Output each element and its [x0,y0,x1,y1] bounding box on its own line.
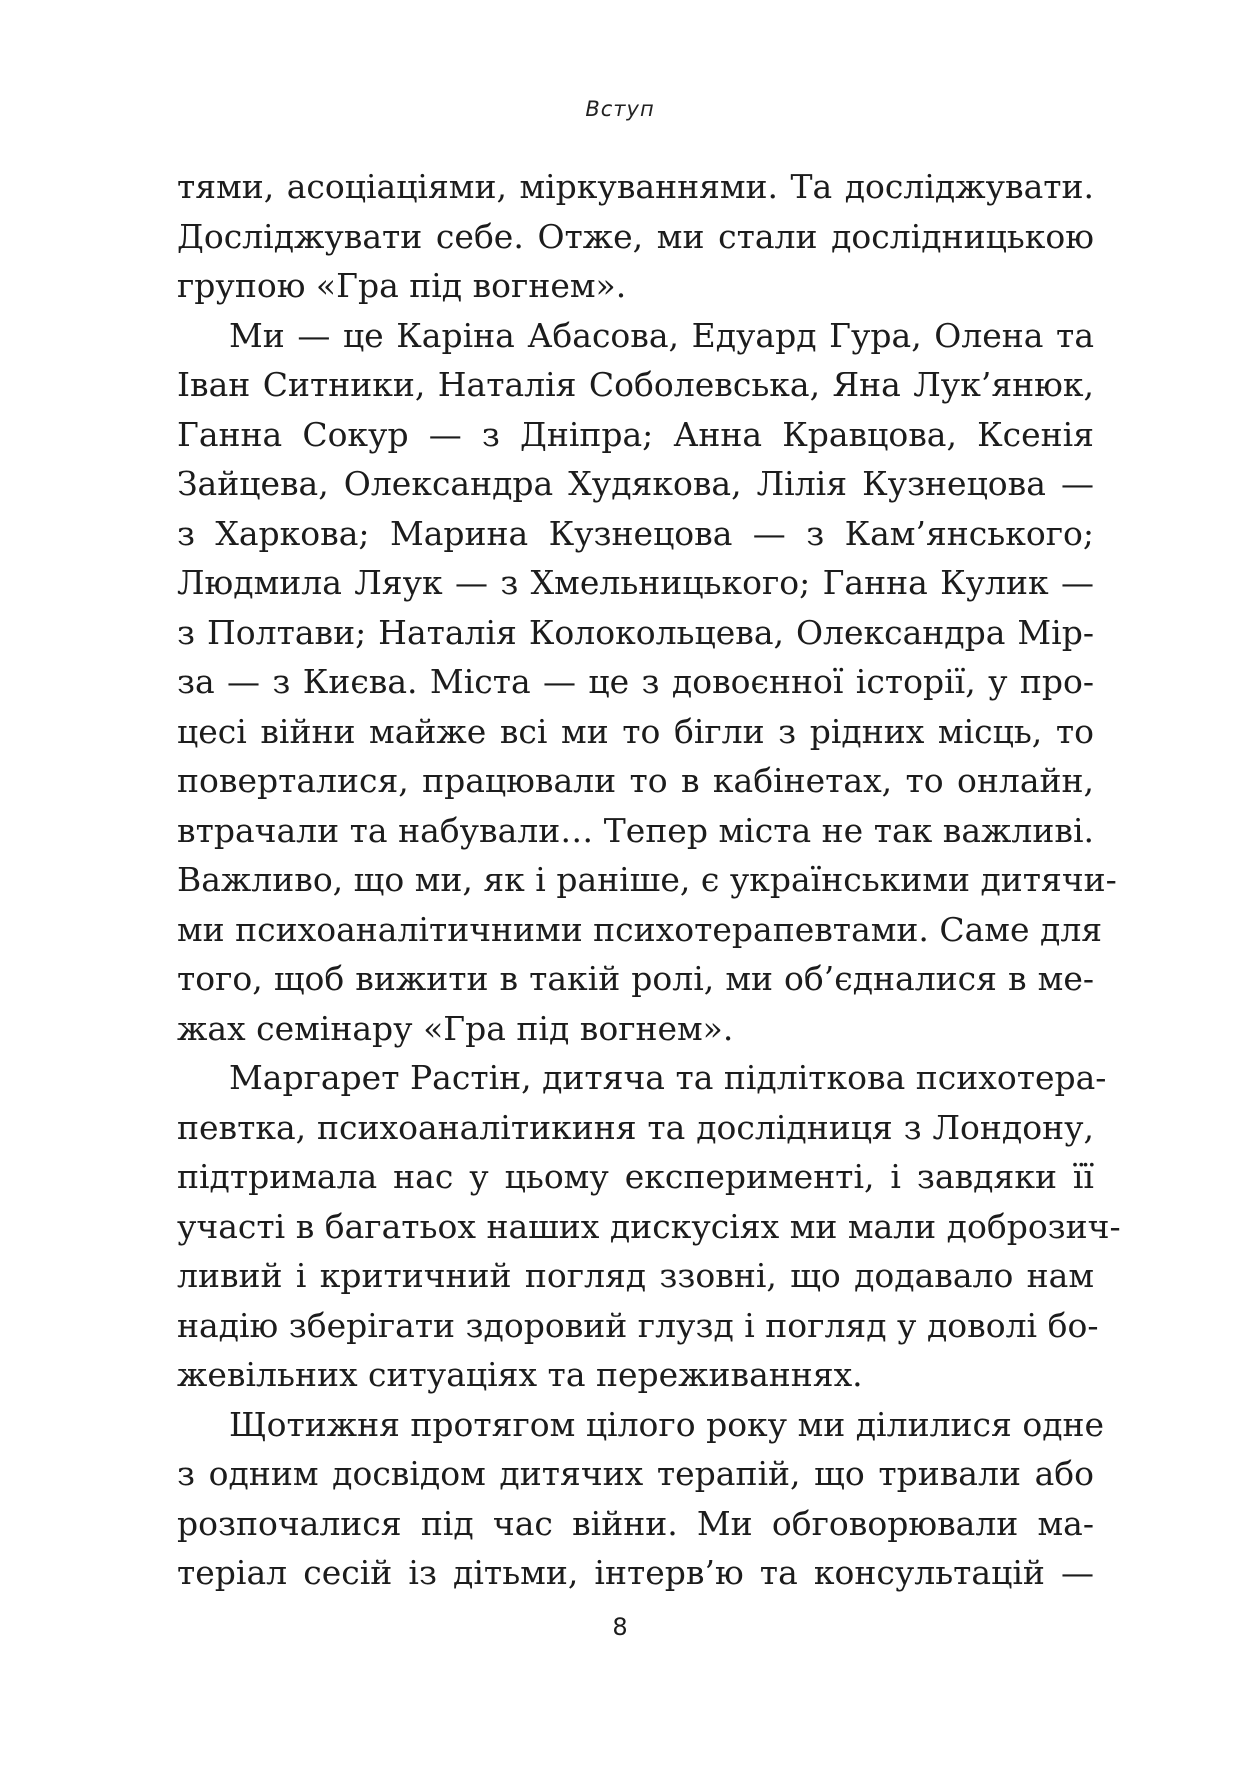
text-line: Досліджувати себе. Отже, ми стали дослідницькою [177,216,1094,256]
text-line: тями, асоціаціями, міркуваннями. Та досліджувати. [177,167,1094,206]
text-line: Важливо, що ми, як і раніше, є українськими дитячи- [177,860,1117,899]
text-line: поверталися, працювали то в кабінетах, то онлайн, [177,761,1094,800]
text-line: Щотижня протягом цілого року ми ділилися одне [229,1404,1105,1444]
text-line: за — з Києва. Міста — це з довоєнної історії, у про- [177,662,1094,701]
text-line: ми психоаналітичними психотерапевтами. Саме для [177,909,1103,949]
text-line: Зайцева, Олександра Худякова, Лілія Кузнецова — [177,464,1094,503]
text-line: цесі війни майже всі ми то бігли з рідних місць, то [177,711,1094,751]
text-line: теріал сесій із дітьми, інтерв’ю та консультацій — [177,1553,1094,1592]
text-line: жах семінару «Гра під вогнем». [177,1008,734,1048]
text-line: того, щоб вижити в такій ролі, ми об’єдналися в ме- [177,959,1094,998]
text-line: з Харкова; Марина Кузнецова — з Кам’янського; [177,513,1094,553]
text-line: Маргарет Растін, дитяча та підліткова психотера- [229,1058,1107,1097]
page-number: 8 [612,1613,628,1641]
text-line: надію зберігати здоровий глузд і погляд у доволі бо- [177,1305,1099,1345]
text-line: групою «Гра під вогнем». [177,266,627,305]
text-line: втрачали та набували… Тепер міста не так важливі. [177,810,1094,850]
text-line: Іван Ситники, Наталія Соболевська, Яна Лук’янюк, [177,365,1094,404]
text-line: підтримала нас у цьому експерименті, і завдяки її [177,1157,1094,1196]
text-line: Людмила Ляук — з Хмельницького; Ганна Кулик — [177,563,1094,602]
text-line: жевільних ситуаціях та переживаннях. [177,1355,863,1394]
text-line: ливий і критичний погляд ззовні, що додавало нам [177,1256,1094,1295]
body-text [177,162,1121,1598]
paragraph [177,162,1094,311]
text-line: розпочалися під час війни. Ми обговорювали ма- [177,1503,1094,1543]
text-line: Ганна Сокур — з Дніпра; Анна Кравцова, Ксенія [177,414,1094,454]
paragraph [177,311,1117,1054]
paragraph [177,1053,1121,1400]
text-line: Ми — це Каріна Абасова, Едуард Гура, Олена та [229,315,1094,355]
paragraph [177,1400,1105,1598]
text-line: з Полтави; Наталія Колокольцева, Олександра Мір- [177,612,1094,652]
text-line: участі в багатьох наших дискусіях ми мали доброзич- [177,1206,1121,1246]
text-line: певтка, психоаналітикиня та дослідниця з Лондону, [177,1107,1094,1147]
running-head: Вступ [585,97,655,121]
text-line: з одним досвідом дитячих терапій, що тривали або [177,1454,1094,1493]
